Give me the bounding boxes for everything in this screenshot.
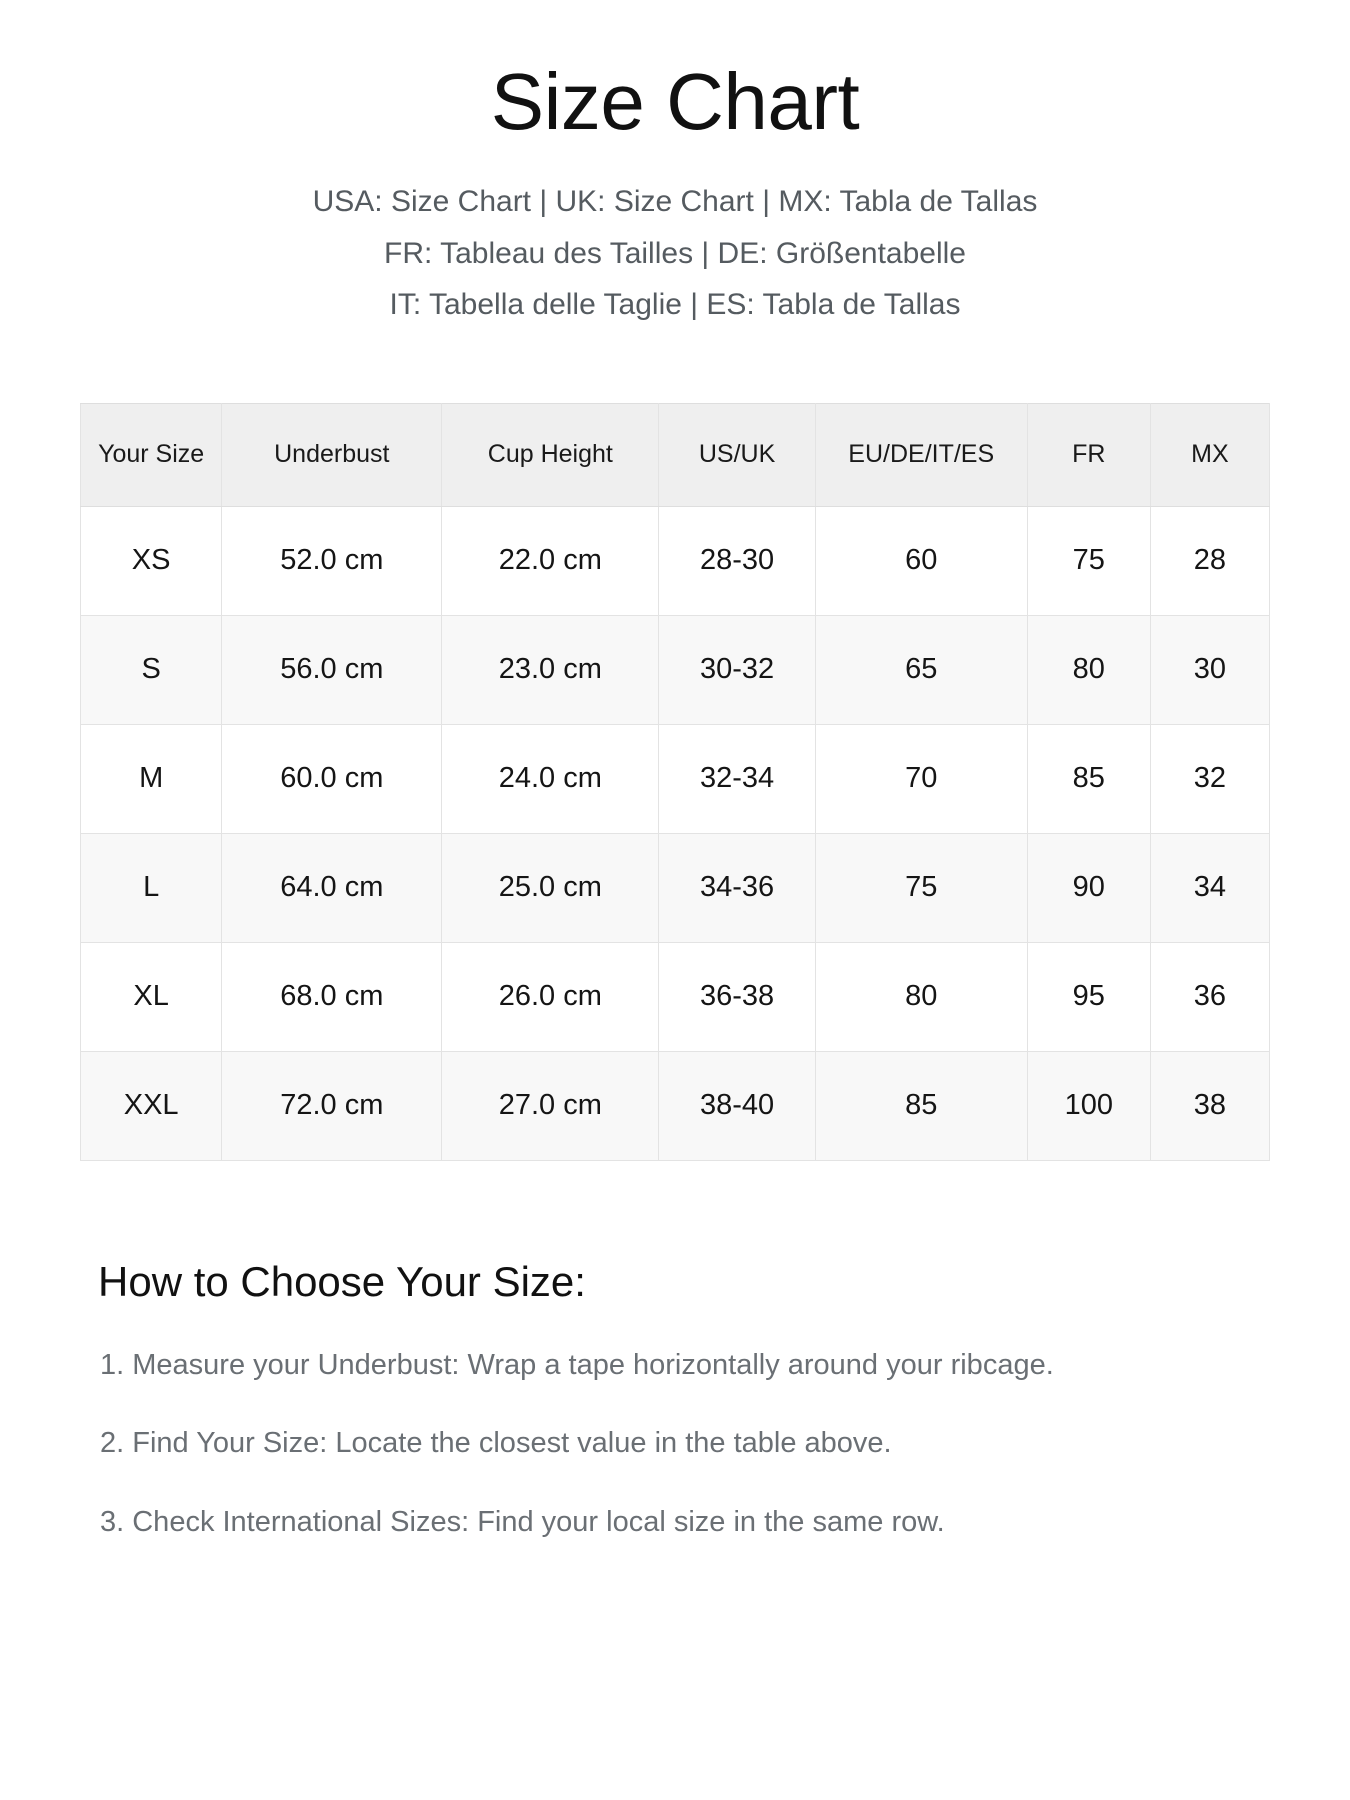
guide-heading: How to Choose Your Size: <box>98 1257 586 1305</box>
cell-mx: 36 <box>1150 942 1269 1051</box>
cell-cup-height: 23.0 cm <box>442 615 659 724</box>
cell-eu-de-it-es: 65 <box>815 615 1027 724</box>
cell-cup-height: 25.0 cm <box>442 833 659 942</box>
cell-mx: 38 <box>1150 1051 1269 1160</box>
cell-underbust: 52.0 cm <box>222 506 442 615</box>
cell-underbust: 68.0 cm <box>222 942 442 1051</box>
cell-fr: 80 <box>1027 615 1150 724</box>
guide-step-1: 1. Measure your Underbust: Wrap a tape horizontally around your ribcage. <box>100 1349 1054 1382</box>
cell-fr: 100 <box>1027 1051 1150 1160</box>
cell-your-size: XL <box>81 942 222 1051</box>
cell-mx: 30 <box>1150 615 1269 724</box>
subtitle-line-2: FR: Tableau des Tailles | DE: Größentabelle <box>384 236 966 270</box>
table-row <box>81 615 1270 724</box>
cell-eu-de-it-es: 60 <box>815 506 1027 615</box>
size-table-head <box>81 403 1270 506</box>
guide-step-2: 2. Find Your Size: Locate the closest value in the table above. <box>100 1427 892 1460</box>
cell-us-uk: 38-40 <box>659 1051 815 1160</box>
cell-your-size: L <box>81 833 222 942</box>
cell-underbust: 64.0 cm <box>222 833 442 942</box>
cell-eu-de-it-es: 70 <box>815 724 1027 833</box>
cell-underbust: 72.0 cm <box>222 1051 442 1160</box>
table-header-row <box>81 403 1270 506</box>
cell-cup-height: 22.0 cm <box>442 506 659 615</box>
cell-us-uk: 36-38 <box>659 942 815 1051</box>
table-row <box>81 506 1270 615</box>
cell-cup-height: 24.0 cm <box>442 724 659 833</box>
cell-us-uk: 30-32 <box>659 615 815 724</box>
cell-fr: 75 <box>1027 506 1150 615</box>
header <box>0 0 1350 331</box>
column-header-eu-de-it-es: EU/DE/IT/ES <box>815 403 1027 506</box>
column-header-your-size: Your Size <box>81 403 222 506</box>
cell-fr: 85 <box>1027 724 1150 833</box>
subtitle-list <box>0 176 1350 331</box>
cell-cup-height: 27.0 cm <box>442 1051 659 1160</box>
column-header-us-uk: US/UK <box>659 403 815 506</box>
cell-underbust: 56.0 cm <box>222 615 442 724</box>
subtitle-line-3: IT: Tabella delle Taglie | ES: Tabla de Tallas <box>389 288 961 322</box>
table-row <box>81 942 1270 1051</box>
cell-eu-de-it-es: 75 <box>815 833 1027 942</box>
how-to-choose-section <box>80 1257 1270 1540</box>
cell-your-size: S <box>81 615 222 724</box>
cell-us-uk: 28-30 <box>659 506 815 615</box>
table-row <box>81 833 1270 942</box>
cell-us-uk: 32-34 <box>659 724 815 833</box>
column-header-mx: MX <box>1150 403 1269 506</box>
cell-mx: 32 <box>1150 724 1269 833</box>
cell-underbust: 60.0 cm <box>222 724 442 833</box>
guide-step-3: 3. Check International Sizes: Find your local size in the same row. <box>100 1505 945 1538</box>
cell-your-size: XXL <box>81 1051 222 1160</box>
cell-fr: 95 <box>1027 942 1150 1051</box>
column-header-cup-height: Cup Height <box>442 403 659 506</box>
cell-eu-de-it-es: 80 <box>815 942 1027 1051</box>
table-row <box>81 1051 1270 1160</box>
size-table-body <box>81 506 1270 1160</box>
cell-us-uk: 34-36 <box>659 833 815 942</box>
page-title: Size Chart <box>490 57 860 146</box>
subtitle-line-1: USA: Size Chart | UK: Size Chart | MX: Tabla de Tallas <box>312 185 1038 218</box>
cell-fr: 90 <box>1027 833 1150 942</box>
column-header-fr: FR <box>1027 403 1150 506</box>
column-header-underbust: Underbust <box>222 403 442 506</box>
table-row <box>81 724 1270 833</box>
cell-your-size: M <box>81 724 222 833</box>
size-table <box>80 403 1270 1161</box>
cell-mx: 34 <box>1150 833 1269 942</box>
size-table-container <box>80 403 1270 1161</box>
cell-your-size: XS <box>81 506 222 615</box>
cell-mx: 28 <box>1150 506 1269 615</box>
cell-eu-de-it-es: 85 <box>815 1051 1027 1160</box>
cell-cup-height: 26.0 cm <box>442 942 659 1051</box>
